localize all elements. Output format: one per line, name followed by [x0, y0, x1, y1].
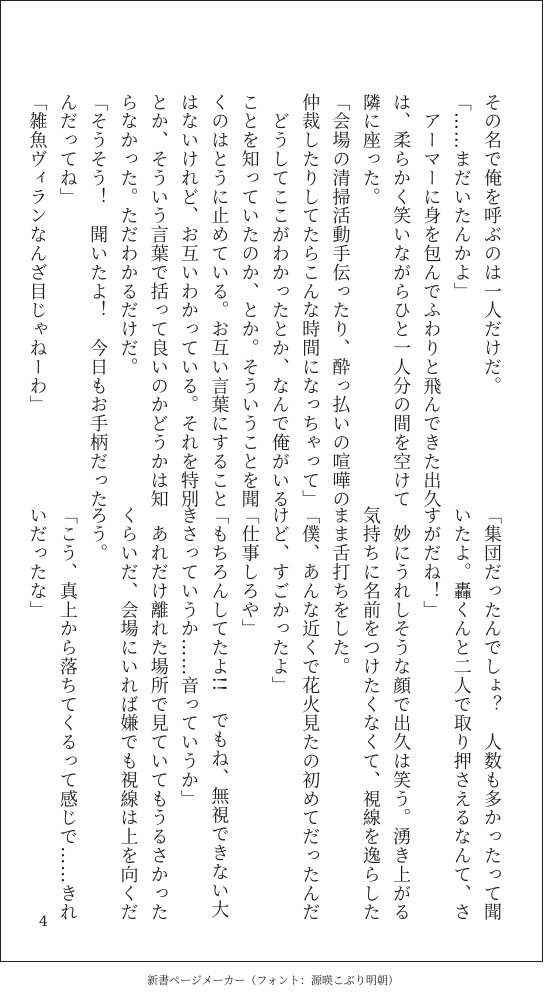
text-line: すがだね！」: [420, 506, 442, 620]
text-line: とか、そういう言葉で括って良いのかどうかは知: [147, 93, 169, 509]
text-line: アーマーに身を包んでふわりと飛んできた出久: [420, 93, 442, 509]
text-line: んだってね」: [56, 93, 78, 207]
page-number: 4: [39, 914, 48, 930]
text-line: 「集団だったんでしょ？ 人数も多かったって聞: [481, 506, 502, 922]
text-line: 仲裁したりしてたらこんな時間になっちゃって」: [299, 93, 321, 509]
text-line: くのはとうに止めている。お互い言葉にすること: [208, 93, 230, 509]
text-line: 「仕事しろや」: [238, 506, 260, 639]
text-line: きさっていうか……音っていうか」: [178, 506, 200, 809]
text-line: 「こう、真上から落ちてくるって感じで……きれ: [56, 506, 78, 922]
text-line: 「そうそう！ 聞いたよ！ 今日もお手柄だった: [87, 93, 109, 509]
text-line: くらいだ、会場にいれば嫌でも視線は上を向くだ: [117, 506, 139, 922]
text-line: ろう。: [87, 506, 109, 563]
text-line: まま舌打ちをした。: [329, 506, 351, 677]
text-line: あれだけ離れた場所で見ていてもうるさかった: [147, 506, 169, 922]
text-line: 「もちろんしてたよ!! でもね、無視できない大: [208, 506, 230, 920]
text-line: けど、すごかったよ」: [268, 506, 290, 695]
footer-caption: 新書ページメーカー（フォント：源暎こぶり明朝）: [147, 974, 399, 987]
text-line: はないけれど、お互いわかっている。それを特別: [178, 93, 200, 509]
text-line: 「雑魚ヴィランなんざ目じゃねーわ」: [26, 93, 48, 415]
text-line: その名で俺を呼ぶのは一人だけだ。: [481, 93, 502, 396]
text-line: 「……まだいたんかよ」: [450, 93, 472, 301]
lower-text-block: [21, 506, 506, 922]
text-line: ことを知っていたのか、とか。そういうことを聞: [238, 93, 260, 509]
text-line: らなかった。ただわかるだけだ。: [117, 93, 139, 377]
text-line: いたよ。轟くんと二人で取り押さえるなんて、さ: [450, 506, 472, 922]
text-line: は、柔らかく笑いながらひと一人分の間を空けて: [390, 93, 412, 509]
text-line: どうしてここがわかったとか、なんで俺がいる: [268, 93, 290, 509]
text-line: 「会場の清掃活動手伝ったり、酔っ払いの喧嘩の: [329, 93, 351, 509]
text-line: 気持ちに名前をつけたくなくて、視線を逸らした: [359, 506, 381, 922]
upper-text-block: [21, 93, 506, 509]
text-line: 「僕、あんな近くで花火見たの初めてだったんだ: [299, 506, 321, 922]
text-line: いだったな」: [26, 506, 48, 620]
text-line: 妙にうれしそうな顔で出久は笑う。湧き上がる: [390, 506, 412, 922]
text-line: 隣に座った。: [359, 93, 381, 207]
